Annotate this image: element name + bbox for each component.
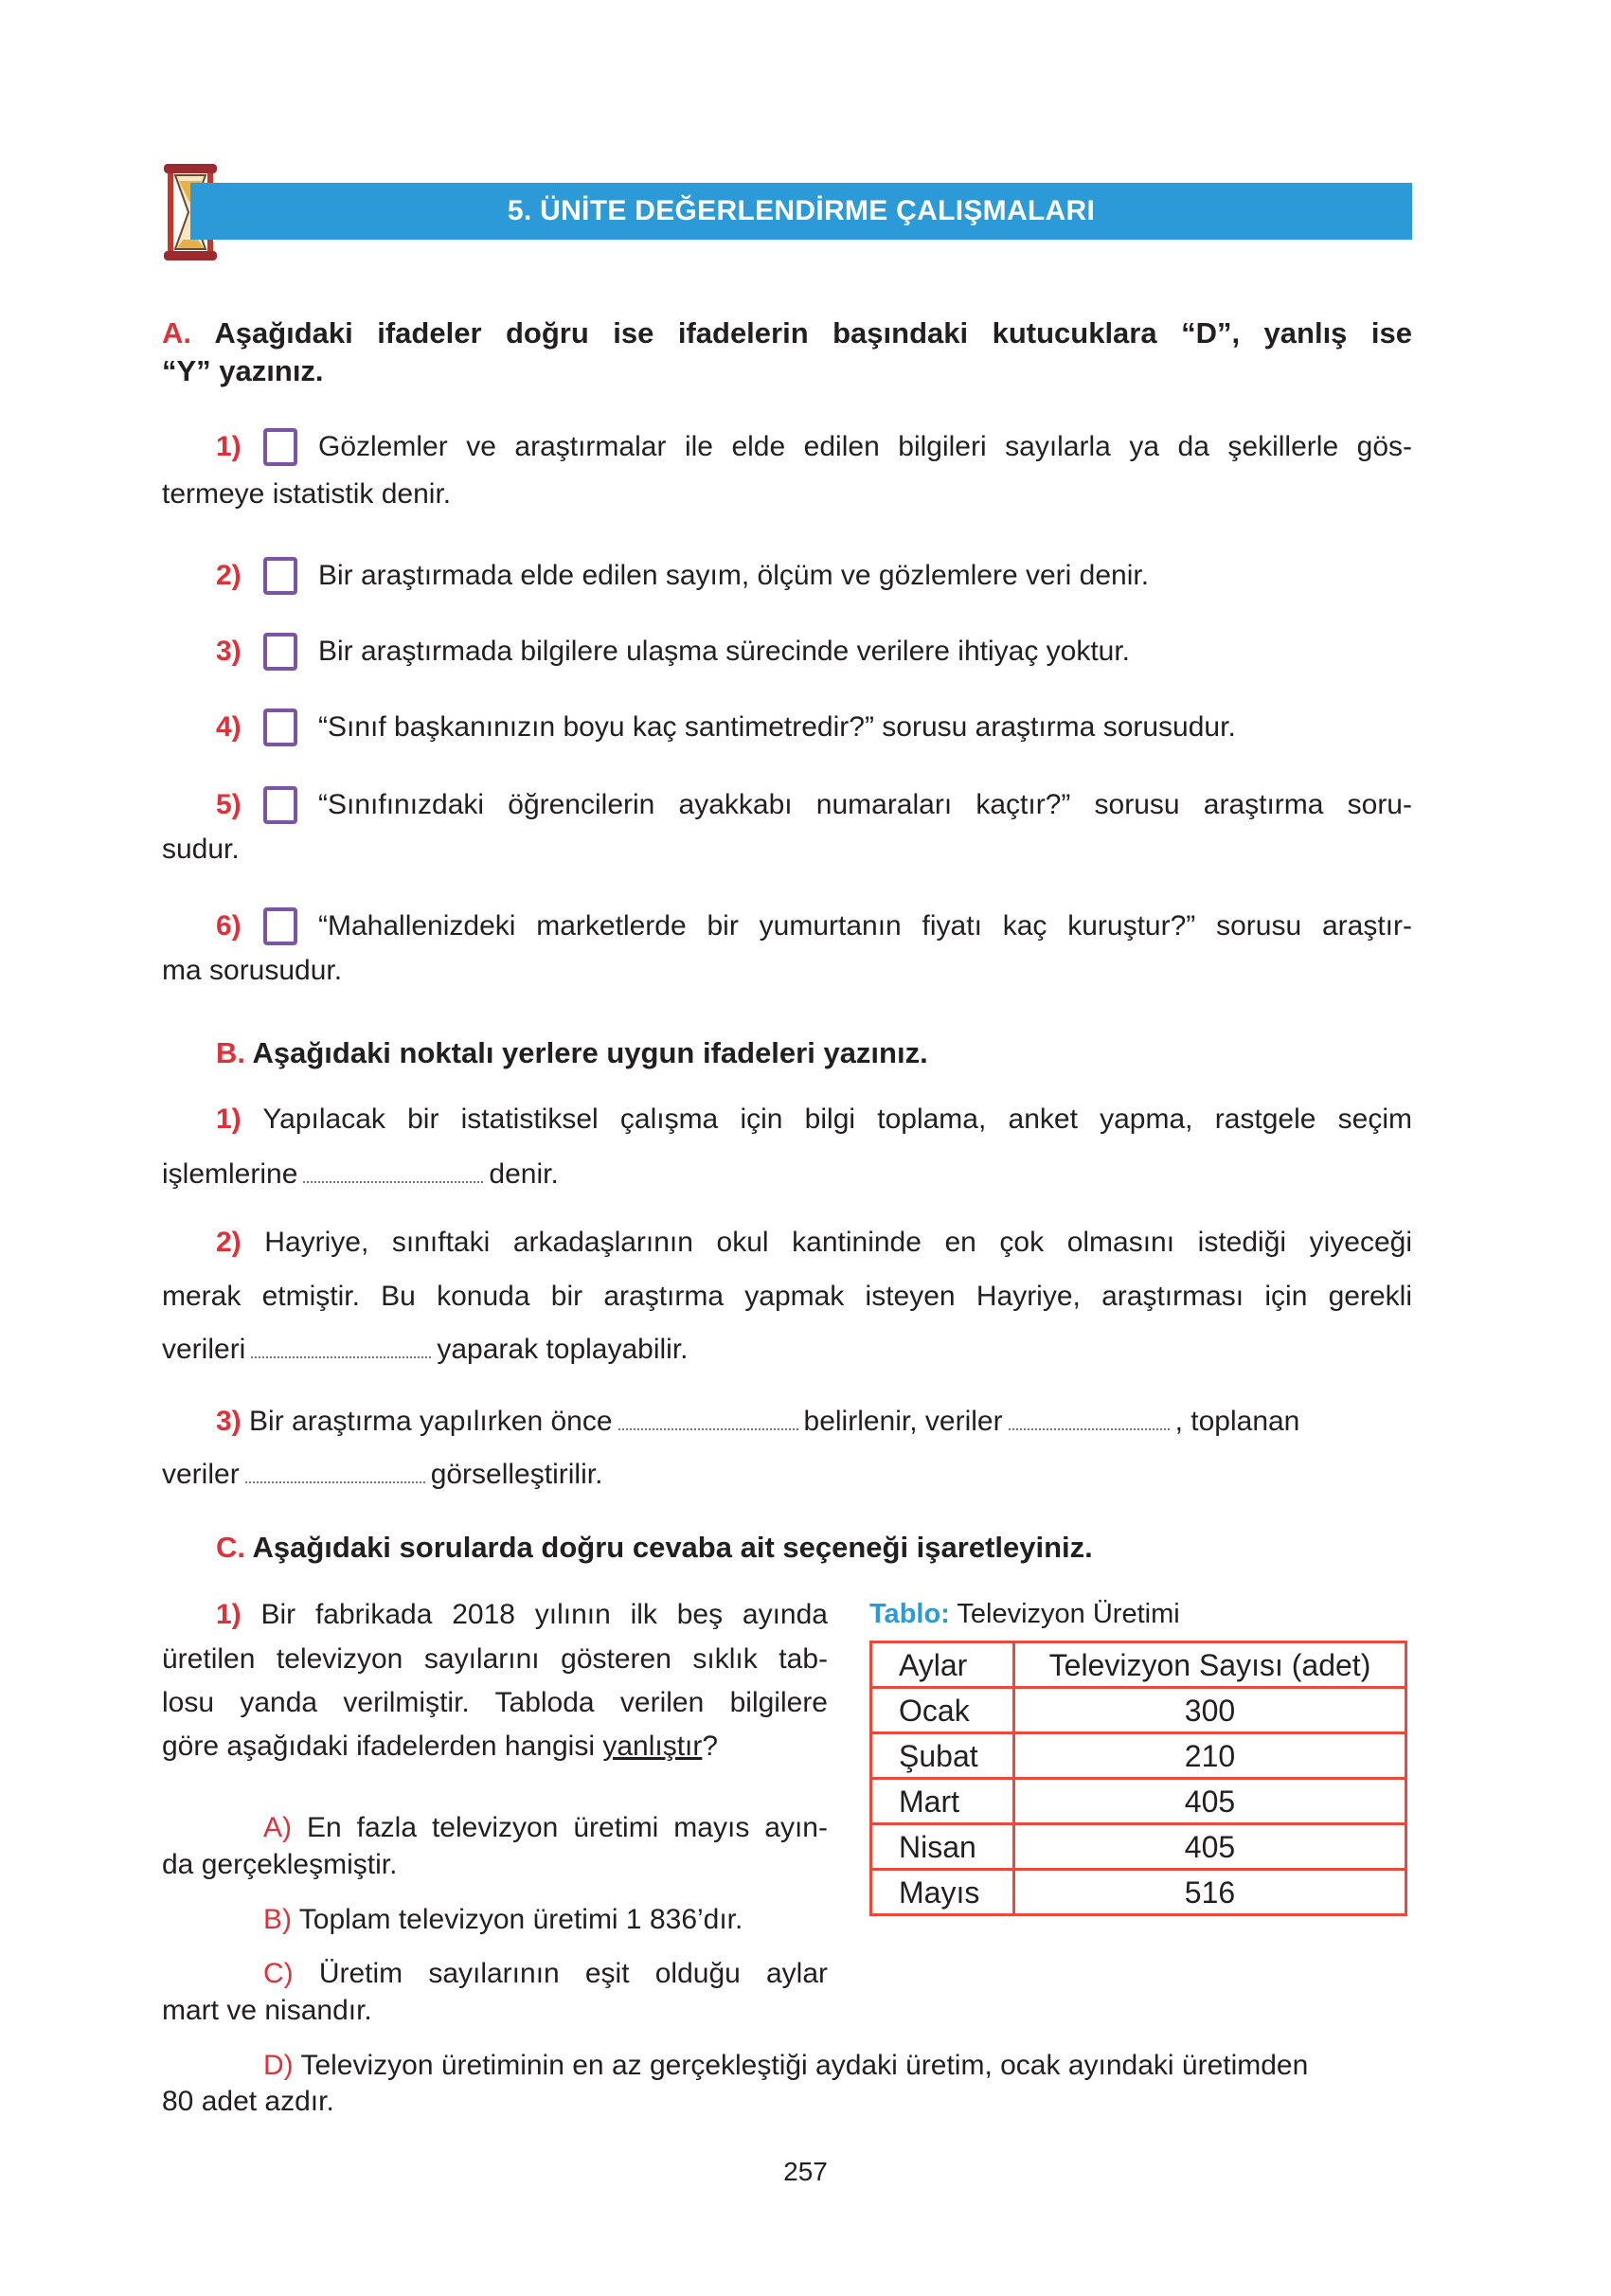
- c1-text-line4: göre aşağıdaki ifadelerden hangisi: [162, 1731, 595, 1762]
- month-cell: Nisan: [871, 1824, 1014, 1870]
- b2-text-after-blank: yaparak toplayabilir.: [437, 1334, 689, 1365]
- section-c-letter: C.: [216, 1531, 245, 1564]
- a2-number: 2): [216, 560, 242, 591]
- a6-text-line1: “Mahallenizdeki marketlerde bir yumurtanın fiyatı kaç kuruştur?” sorusu araştır-: [318, 910, 1412, 942]
- a5-text-line1: “Sınıfınızdaki öğrencilerin ayakkabı numaraları kaçtır?” sorusu araştırma soru-: [318, 789, 1412, 820]
- b2-text-before-blank: verileri: [162, 1334, 246, 1365]
- c1-number: 1): [216, 1599, 242, 1630]
- b1-text-line1: Yapılacak bir istatistiksel çalışma için bilgi toplama, anket yapma, rastgele seçim: [262, 1103, 1412, 1135]
- b3-blank-1[interactable]: [618, 1404, 798, 1430]
- b3-line2: [162, 1456, 602, 1494]
- section-a-heading-line2: “Y” yazınız.: [162, 354, 324, 387]
- b1-line2: [162, 1156, 559, 1193]
- a1-answer-box[interactable]: [263, 428, 297, 466]
- count-cell: 210: [1014, 1733, 1406, 1779]
- option-a-text-line1: En fazla televizyon üretimi mayıs ayın-: [306, 1812, 828, 1843]
- option-d[interactable]: [263, 2047, 1308, 2085]
- a6-answer-box[interactable]: [263, 907, 297, 945]
- b1-text-before-blank: işlemlerine: [162, 1158, 298, 1190]
- table-row: [871, 1688, 1406, 1733]
- table-caption-label: Tablo:: [869, 1599, 950, 1629]
- table-row: [871, 1870, 1406, 1915]
- a1-text-line1: Gözlemler ve araştırmalar ile elde edilen bilgileri sayılarla ya da şekillerle gös-: [318, 431, 1412, 462]
- a3-number: 3): [216, 636, 242, 667]
- count-cell: 516: [1014, 1870, 1406, 1915]
- a2-answer-box[interactable]: [263, 557, 297, 595]
- option-c-text-line2: mart ve nisandır.: [162, 1995, 372, 2026]
- c1-line1: [216, 1596, 828, 1634]
- section-c-heading-text: Aşağıdaki sorularda doğru cevaba ait seçeneği işaretleyiniz.: [252, 1531, 1093, 1564]
- table-row: [871, 1779, 1406, 1824]
- b2-text-line1: Hayriye, sınıftaki arkadaşlarının okul kantininde en çok olmasını istediği yiyeceği: [264, 1227, 1413, 1258]
- b3-text-1: Bir araştırma yapılırken önce: [249, 1406, 613, 1437]
- a5-number: 5): [216, 789, 242, 820]
- c1-text-line3: losu yanda verilmiştir. Tabloda verilen bilgilere: [162, 1687, 828, 1718]
- c1-emphasis-word: yanlıştır: [602, 1731, 703, 1762]
- b3-number: 3): [216, 1406, 242, 1437]
- section-b-heading-text: Aşağıdaki noktalı yerlere uygun ifadeleri yazınız.: [252, 1036, 928, 1069]
- a4-number: 4): [216, 711, 242, 743]
- option-d-text-line1: Televizyon üretiminin en az gerçekleştiği aydaki üretim, ocak ayındaki üretimden: [300, 2050, 1309, 2081]
- table-row: [871, 1733, 1406, 1779]
- b2-line2: merak etmiştir. Bu konuda bir araştırma yapmak isteyen Hayriye, araştırması için gerekli: [162, 1281, 1412, 1312]
- option-c-letter: C): [263, 1958, 294, 1989]
- b1-line1: [216, 1101, 1412, 1139]
- section-a-heading: [162, 313, 1412, 392]
- table-caption-text: Televizyon Üretimi: [957, 1599, 1180, 1629]
- section-a-heading-line1: Aşağıdaki ifadeler doğru ise ifadelerin başındaki kutucuklara “D”, yanlış ise: [214, 316, 1412, 350]
- column-header-count: Televizyon Sayısı (adet): [1014, 1642, 1406, 1688]
- a4-text: “Sınıf başkanınızın boyu kaç santimetredir?” sorusu araştırma sorusudur.: [318, 711, 1236, 743]
- b3-text-3: , toplanan: [1174, 1406, 1300, 1437]
- c1-line4: [162, 1728, 718, 1766]
- option-a-text-line2: da gerçekleşmiştir.: [162, 1849, 398, 1880]
- a6-text-line2: ma sorusudur.: [162, 955, 343, 986]
- page-number: 257: [783, 2157, 828, 2186]
- option-d-text-line2: 80 adet azdır.: [162, 2086, 334, 2117]
- section-b-heading: [216, 1032, 928, 1074]
- a1-number: 1): [216, 431, 242, 462]
- option-a-letter: A): [263, 1812, 292, 1843]
- option-b-text: Toplam televizyon üretimi 1 836’dır.: [298, 1904, 743, 1935]
- option-c-text-line1: Üretim sayılarının eşit olduğu aylar: [318, 1958, 828, 1989]
- a5-text-line2: sudur.: [162, 834, 240, 865]
- tv-production-table: [869, 1641, 1407, 1916]
- month-cell: Ocak: [871, 1688, 1014, 1733]
- column-header-month: Aylar: [871, 1642, 1014, 1688]
- a2-text: Bir araştırmada elde edilen sayım, ölçüm ve gözlemlere veri denir.: [318, 560, 1150, 591]
- count-cell: 405: [1014, 1824, 1406, 1870]
- b3-blank-3[interactable]: [245, 1457, 425, 1483]
- option-a[interactable]: [263, 1809, 828, 1847]
- section-b-letter: B.: [216, 1036, 245, 1069]
- table-row: [871, 1824, 1406, 1870]
- count-cell: 405: [1014, 1779, 1406, 1824]
- option-d-letter: D): [263, 2050, 294, 2081]
- c1-text-line1: Bir fabrikada 2018 yılının ilk beş ayında: [260, 1599, 828, 1630]
- a1-text-line2: termeye istatistik denir.: [162, 478, 452, 510]
- a4-answer-box[interactable]: [263, 709, 297, 746]
- option-c[interactable]: [263, 1955, 828, 1993]
- b3-blank-2[interactable]: [1009, 1404, 1170, 1430]
- b2-blank[interactable]: [251, 1332, 431, 1358]
- table-caption: [869, 1595, 1180, 1633]
- b2-line1: [216, 1224, 1412, 1262]
- unit-header: [162, 183, 1412, 240]
- c1-text-line2: üretilen televizyon sayılarını gösteren sıklık tab-: [162, 1643, 828, 1675]
- b1-text-after-blank: denir.: [489, 1158, 559, 1190]
- option-b-letter: B): [263, 1904, 292, 1935]
- b1-number: 1): [216, 1103, 242, 1135]
- a3-answer-box[interactable]: [263, 633, 297, 671]
- month-cell: Mart: [871, 1779, 1014, 1824]
- month-cell: Mayıs: [871, 1870, 1014, 1915]
- option-b[interactable]: [263, 1901, 743, 1939]
- a6-number: 6): [216, 910, 242, 942]
- a5-answer-box[interactable]: [263, 786, 297, 824]
- b2-line3: [162, 1331, 689, 1369]
- b2-number: 2): [216, 1227, 242, 1258]
- a3-text: Bir araştırmada bilgilere ulaşma sürecinde verilere ihtiyaç yoktur.: [318, 636, 1131, 667]
- month-cell: Şubat: [871, 1733, 1014, 1779]
- page-title: 5. ÜNİTE DEĞERLENDİRME ÇALIŞMALARI: [190, 183, 1412, 240]
- b3-text-5: görselleştirilir.: [430, 1459, 603, 1490]
- c1-question-mark: ?: [702, 1731, 719, 1762]
- section-c-heading: [216, 1527, 1093, 1569]
- b3-line1: [216, 1403, 1412, 1441]
- b1-blank[interactable]: [303, 1157, 483, 1183]
- count-cell: 300: [1014, 1688, 1406, 1733]
- table-header-row: [871, 1642, 1406, 1688]
- section-a-letter: A.: [162, 316, 191, 350]
- b3-text-2: belirlenir, veriler: [803, 1406, 1003, 1437]
- b3-text-4: veriler: [162, 1459, 240, 1490]
